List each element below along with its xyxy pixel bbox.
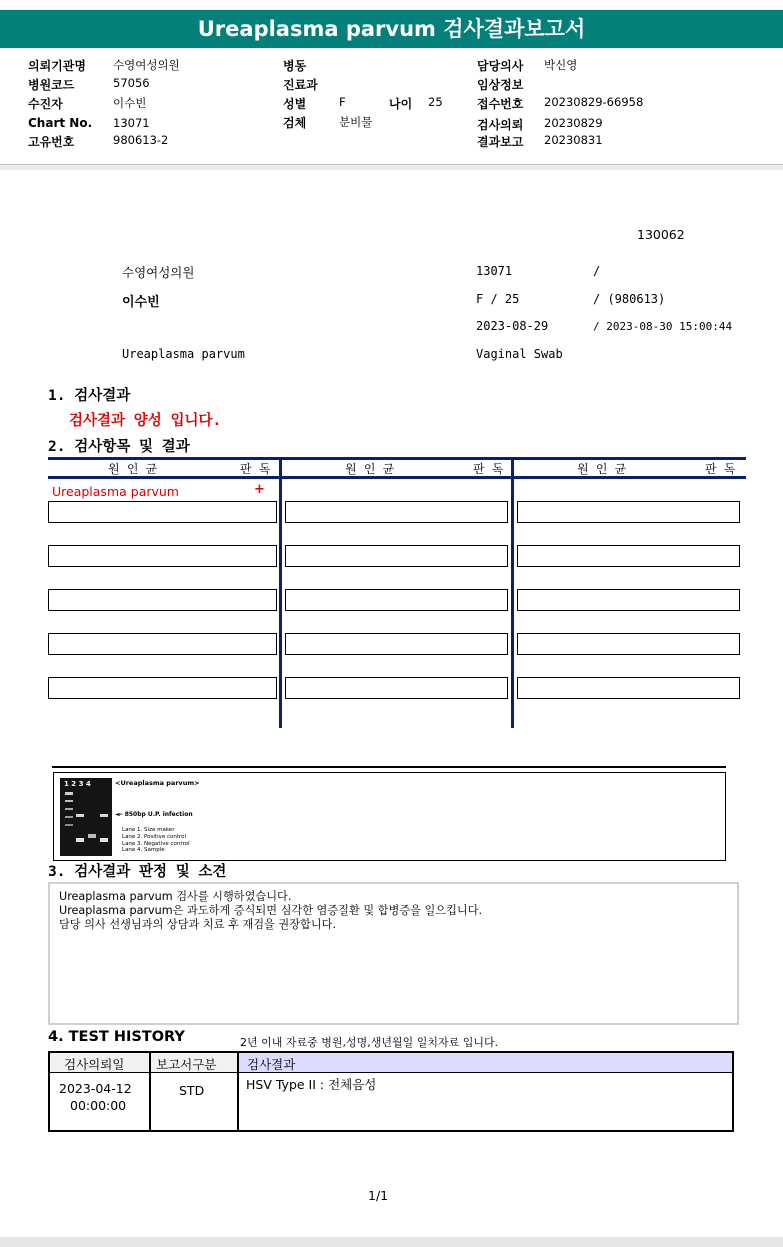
- summary-institution: 수영여성의원: [122, 265, 195, 280]
- gel-lane-numbers: 1 2 3 4: [64, 780, 91, 788]
- result-box: [285, 677, 508, 699]
- result-box: [285, 501, 508, 523]
- col1-judgement-header: 판 독: [240, 462, 271, 476]
- unique-no-label: 고유번호: [28, 135, 75, 149]
- patient-label: 수진자: [28, 97, 63, 111]
- gel-band-label: ◄– 850bp U.P. infection: [115, 811, 193, 818]
- summary-slash: /: [593, 264, 601, 278]
- history-col-date: 검사의뢰일: [64, 1057, 125, 1072]
- gel-lane4: Lane 4. Sample: [122, 847, 165, 853]
- gel-title: <Ureaplasma parvum>: [115, 779, 200, 787]
- ward-label: 병동: [283, 59, 307, 73]
- gel-lane1: Lane 1. Size maker: [122, 827, 175, 833]
- dept-label: 진료과: [283, 78, 318, 92]
- opinion-line: Ureaplasma parvum 검사를 시행하였습니다.: [59, 890, 292, 903]
- result-box: [517, 589, 740, 611]
- institution-label: 의뢰기관명: [28, 59, 86, 73]
- history-row-time: 00:00:00: [70, 1098, 127, 1113]
- opinion-line: Ureaplasma parvum은 과도하게 증식되면 심각한 염증질환 및 합병증을 일으킵니다.: [59, 904, 483, 917]
- history-row-result: HSV Type II : 전체음성: [246, 1077, 377, 1092]
- gel-bands-graphic: [60, 778, 112, 856]
- history-col-type: 보고서구분: [156, 1057, 217, 1072]
- section3-heading: 3. 검사결과 판정 및 소견: [48, 864, 227, 880]
- col3-judgement-header: 판 독: [705, 462, 736, 476]
- history-row-type: STD: [179, 1083, 205, 1098]
- summary-birth: / (980613): [593, 292, 666, 306]
- positive-result-text: 검사결과 양성 입니다.: [69, 413, 222, 429]
- history-note: 2년 이내 자료중 병원,성명,생년월일 일치자료 입니다.: [240, 1036, 499, 1049]
- summary-patient: 이수빈: [122, 295, 160, 310]
- result-box: [48, 677, 277, 699]
- result-box: [48, 501, 277, 523]
- result-box: [285, 633, 508, 655]
- receipt-no-label: 접수번호: [477, 97, 524, 111]
- age-value: 25: [428, 95, 443, 109]
- doctor-label: 담당의사: [477, 59, 524, 73]
- opinion-line: 담당 의사 선생님과의 상담과 치료 후 재검을 권장합니다.: [59, 918, 337, 931]
- report-date-value: 20230831: [544, 133, 603, 147]
- chart-no-label: Chart No.: [28, 116, 93, 130]
- gel-electrophoresis-image: [60, 778, 112, 856]
- result-item-name: Ureaplasma parvum: [52, 484, 179, 499]
- result-box: [48, 545, 277, 567]
- summary-report-datetime: / 2023-08-30 15:00:44: [593, 320, 733, 333]
- result-box: [285, 589, 508, 611]
- report-title: Ureaplasma parvum 검사결과보고서: [0, 10, 783, 48]
- sex-label: 성별: [283, 97, 307, 111]
- history-col-result: 검사결과: [247, 1057, 296, 1072]
- history-col-divider: [237, 1053, 239, 1130]
- col2-pathogen-header: 원 인 균: [345, 462, 395, 476]
- result-box: [285, 545, 508, 567]
- receipt-no-value: 20230829-66958: [544, 95, 644, 109]
- result-box: [48, 589, 277, 611]
- grid-divider-1: [279, 457, 282, 728]
- section1-heading: 1. 검사결과: [48, 388, 131, 404]
- history-row-date: 2023-04-12: [59, 1081, 132, 1096]
- section2-heading: 2. 검사항목 및 결과: [48, 439, 190, 455]
- history-col-divider: [149, 1053, 151, 1130]
- result-box: [48, 633, 277, 655]
- request-date-value: 20230829: [544, 116, 603, 130]
- summary-request-date: 2023-08-29: [476, 319, 549, 333]
- summary-test-name: Ureaplasma parvum: [122, 347, 245, 361]
- result-box: [517, 545, 740, 567]
- hospital-code-label: 병원코드: [28, 78, 75, 92]
- specimen-label: 검체: [283, 116, 307, 130]
- clinical-info-label: 임상정보: [477, 78, 524, 92]
- gel-top-rule: [52, 766, 726, 768]
- doctor-value: 박신영: [544, 58, 578, 72]
- col1-pathogen-header: 원 인 균: [108, 462, 158, 476]
- result-box: [517, 633, 740, 655]
- institution-value: 수영여성의원: [113, 58, 180, 72]
- gel-lane2: Lane 2. Positive control: [122, 834, 187, 840]
- grid-divider-2: [511, 457, 514, 728]
- grid-header-line: [48, 476, 746, 479]
- section4-heading: 4. TEST HISTORY: [48, 1029, 185, 1045]
- history-table: [48, 1051, 734, 1132]
- request-date-label: 검사의뢰: [477, 118, 524, 132]
- footer-bar: [0, 1237, 783, 1247]
- doc-code: 130062: [637, 227, 685, 242]
- patient-value: 이수빈: [113, 96, 147, 110]
- summary-sex-age: F / 25: [476, 292, 520, 306]
- report-date-label: 결과보고: [477, 135, 524, 149]
- hospital-code-value: 57056: [113, 76, 150, 90]
- page-number: 1/1: [368, 1188, 389, 1203]
- result-box: [517, 677, 740, 699]
- specimen-value: 분비물: [339, 115, 373, 129]
- age-label: 나이: [389, 97, 413, 111]
- col3-pathogen-header: 원 인 균: [577, 462, 627, 476]
- result-box: [517, 501, 740, 523]
- header-separator: [0, 164, 783, 170]
- unique-no-value: 980613-2: [113, 133, 169, 147]
- result-item-value: +: [254, 482, 265, 497]
- chart-no-value: 13071: [113, 116, 150, 130]
- sex-value: F: [339, 95, 346, 109]
- summary-chart-no: 13071: [476, 264, 513, 278]
- col2-judgement-header: 판 독: [473, 462, 504, 476]
- gel-lane3: Lane 3. Negative control: [122, 841, 190, 847]
- history-header-bg-right: [238, 1053, 732, 1073]
- summary-specimen: Vaginal Swab: [476, 347, 563, 361]
- opinion-box: [48, 882, 739, 1025]
